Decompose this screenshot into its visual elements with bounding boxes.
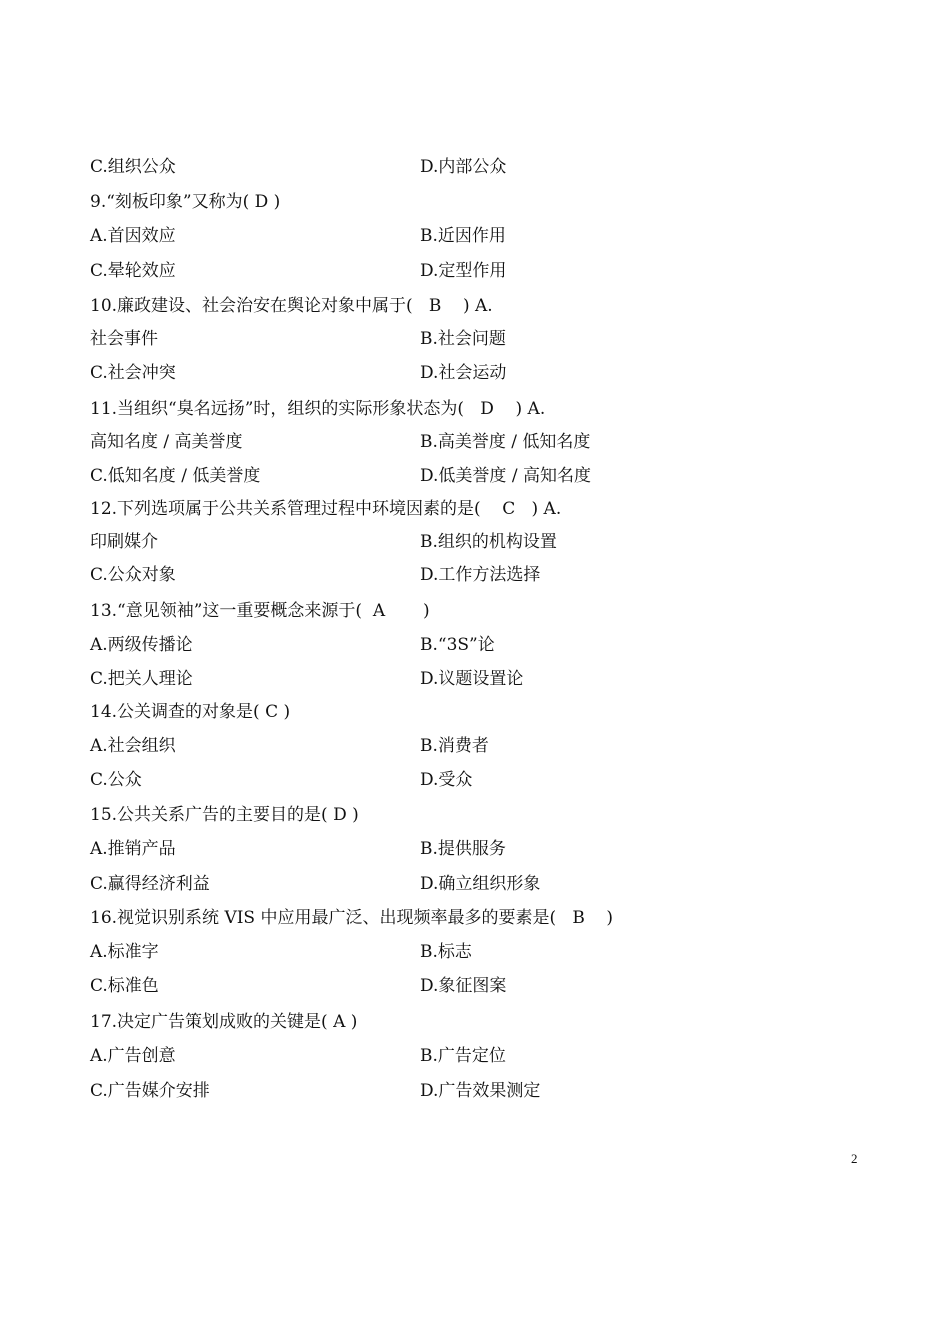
option-left: 高知名度 / 高美誉度 [90,432,243,452]
page-number: 2 [851,1151,858,1166]
option-right: B.社会问题 [420,329,506,349]
option-left: C.晕轮效应 [90,261,176,281]
option-right: D.确立组织形象 [420,874,541,894]
question-14: 14.公关调查的对象是( C ) [90,702,291,722]
option-right: D.象征图案 [420,976,507,996]
option-left: C.公众 [90,770,142,790]
option-right: D.低美誉度 / 高知名度 [420,466,591,486]
option-right: B.组织的机构设置 [420,532,557,552]
question-17: 17.决定广告策划成败的关键是( A ) [90,1012,358,1032]
option-right: B.消费者 [420,736,489,756]
option-right: B.近因作用 [420,226,506,246]
option-right: D.定型作用 [420,261,507,281]
option-right: D.议题设置论 [420,669,524,689]
option-right: B.提供服务 [420,839,506,859]
option-left: C.低知名度 / 低美誉度 [90,466,261,486]
option-left: C.广告媒介安排 [90,1081,210,1101]
option-left: A.推销产品 [90,839,176,859]
option-right: B.高美誉度 / 低知名度 [420,432,591,452]
option-right: D.工作方法选择 [420,565,541,585]
text-line: C.组织公众 [90,157,176,177]
question-11: 11.当组织“臭名远扬”时，组织的实际形象状态为( D ) A. [90,399,546,419]
question-9: 9.“刻板印象”又称为( D ) [90,192,281,212]
option-left: C.公众对象 [90,565,176,585]
option-right: D.受众 [420,770,473,790]
option-left: A.社会组织 [90,736,176,756]
option-right: B.“3S”论 [420,635,495,655]
question-16: 16.视觉识别系统 VIS 中应用最广泛、出现频率最多的要素是( B ) [90,908,614,928]
option-right: D.广告效果测定 [420,1081,541,1101]
option-left: C.把关人理论 [90,669,193,689]
option-left: C.标准色 [90,976,159,996]
question-12: 12.下列选项属于公共关系管理过程中环境因素的是( C ) A. [90,499,562,519]
option-left: C.赢得经济利益 [90,874,210,894]
option-left: 社会事件 [90,329,158,349]
option-right: D.内部公众 [420,157,507,177]
option-right: D.社会运动 [420,363,507,383]
option-left: A.两级传播论 [90,635,193,655]
question-10: 10.廉政建设、社会治安在舆论对象中属于( B ) A. [90,296,493,316]
option-left: A.首因效应 [90,226,176,246]
option-right: B.标志 [420,942,472,962]
option-right: B.广告定位 [420,1046,506,1066]
option-left: A.广告创意 [90,1046,176,1066]
question-15: 15.公共关系广告的主要目的是( D ) [90,805,359,825]
option-left: 印刷媒介 [90,532,158,552]
question-13: 13.“意见领袖”这一重要概念来源于( A ) [90,601,430,621]
option-left: C.社会冲突 [90,363,176,383]
option-left: A.标准字 [90,942,159,962]
